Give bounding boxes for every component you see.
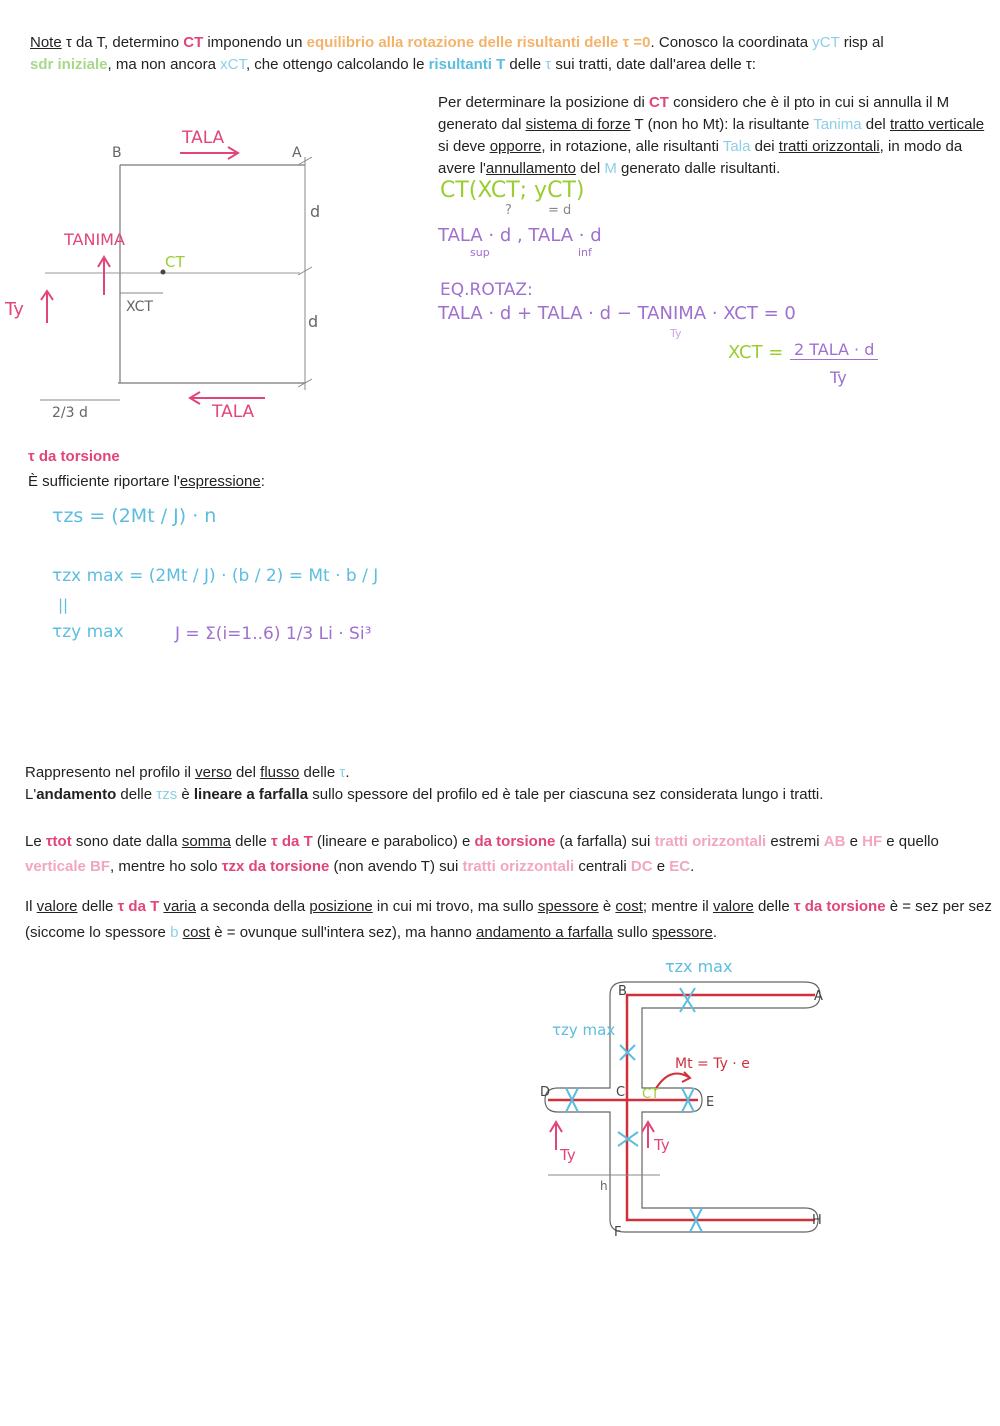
sistema-phrase: sistema di forze xyxy=(525,116,631,133)
ct-label: CT xyxy=(183,34,204,51)
text: , in rotazione, alle risultanti xyxy=(541,138,723,155)
m-label: M xyxy=(604,160,617,177)
xct-numerator: 2 TALA · d xyxy=(790,340,878,360)
text: , in modo da avere l' xyxy=(438,138,963,177)
formula-tzs: τzs = (2Mt / J) · n xyxy=(52,505,217,527)
somma-word: somma xyxy=(181,833,231,850)
known-d: = d xyxy=(548,203,572,218)
spessore-word: spessore xyxy=(537,898,599,915)
text: del xyxy=(861,116,890,133)
point-a: A xyxy=(814,989,823,1004)
valore-word: valore xyxy=(712,898,754,915)
frac-label: 2/3 d xyxy=(52,405,88,421)
andamento-word: andamento xyxy=(36,786,117,803)
verso-word: verso xyxy=(195,764,232,781)
text: , ma non ancora xyxy=(107,56,221,73)
point-a-label: A xyxy=(292,145,302,161)
tala-pair: TALA · d , TALA · d xyxy=(438,225,602,246)
formula-tzx: τzx max = (2Mt / J) · (b / 2) = Mt · b / J xyxy=(52,566,379,586)
text: . xyxy=(712,924,718,941)
text: τ da T, determino xyxy=(61,34,184,51)
valore-word: valore xyxy=(36,898,78,915)
inf-label: inf xyxy=(578,246,592,259)
ty-label-2: Ty xyxy=(654,1136,670,1154)
text: del xyxy=(231,764,261,781)
ty-note: Ty xyxy=(670,327,682,340)
ty-label-1: Ty xyxy=(560,1146,576,1164)
text: Il xyxy=(25,898,37,915)
tau-da-torsione: τ da torsione xyxy=(793,898,886,915)
word-note: Note xyxy=(30,34,62,51)
tau-symbol: τ xyxy=(339,764,346,781)
point-f: F xyxy=(614,1225,622,1240)
orizz-central-phrase: tratti orizzontali xyxy=(462,858,575,875)
point-b: B xyxy=(618,984,627,999)
ct-label: CT xyxy=(165,253,185,271)
expression-word: espressione xyxy=(179,473,261,490)
text: delle xyxy=(505,56,546,73)
xct-denominator: Ty xyxy=(830,368,847,387)
e-profile-sketch xyxy=(530,950,850,1250)
point-c: C xyxy=(616,1085,626,1100)
text: e xyxy=(845,833,863,850)
text: è = sez per sez (siccome lo spessore xyxy=(25,898,992,941)
text: e quello xyxy=(882,833,939,850)
flux-paragraph xyxy=(25,762,995,806)
h-label: h xyxy=(600,1179,608,1193)
text: (a farfalla) sui xyxy=(555,833,655,850)
xct-result: XCT = xyxy=(728,342,784,363)
tala-top-label: TALA xyxy=(182,128,225,148)
tzxmax-label: τzx max xyxy=(665,957,733,976)
unknown-mark: ? xyxy=(505,203,512,218)
eq-rotaz-title: EQ.ROTAZ: xyxy=(440,280,533,300)
text: ; mentre il xyxy=(642,898,713,915)
tau-da-t: τ da T xyxy=(271,833,313,850)
text: , mentre ho solo xyxy=(110,858,222,875)
equilibrium-phrase: equilibrio alla rotazione delle risultanti delle τ =0 xyxy=(306,34,651,51)
xct-label: XCT xyxy=(126,299,153,315)
text: e xyxy=(652,858,670,875)
text: a seconda della xyxy=(195,898,310,915)
torsion-intro xyxy=(28,473,265,490)
sdr-phrase: sdr iniziale xyxy=(30,56,108,73)
tzs-symbol: τzs xyxy=(156,786,178,803)
c-section-sketch xyxy=(0,115,420,435)
text: sullo xyxy=(612,924,652,941)
text: (lineare e parabolico) e xyxy=(312,833,475,850)
text: delle xyxy=(77,898,118,915)
cost-word: cost xyxy=(615,898,643,915)
text: delle xyxy=(299,764,340,781)
tanima-label: Tanima xyxy=(813,116,862,133)
vert-phrase: verticale BF xyxy=(25,858,111,875)
text: del xyxy=(575,160,605,177)
sup-label: sup xyxy=(470,246,490,259)
text: considero che è il pto in cui si annulla il M generato dal xyxy=(438,94,950,133)
ct-paragraph xyxy=(438,92,993,180)
ttot-paragraph xyxy=(25,829,995,879)
text: risp al xyxy=(839,34,884,51)
intro-paragraph xyxy=(30,32,995,76)
profile-midline xyxy=(627,995,815,1220)
text: centrali xyxy=(574,858,631,875)
text: . Conosco la coordinata xyxy=(650,34,813,51)
risultanti-phrase: risultanti T xyxy=(428,56,506,73)
text: Per determinare la posizione di xyxy=(438,94,649,111)
eq-rotaz-line: TALA · d + TALA · d − TANIMA · XCT = 0 xyxy=(438,303,796,324)
text: è xyxy=(598,898,616,915)
tzymax-label: τzy max xyxy=(552,1021,616,1039)
text: Rappresento nel profilo il xyxy=(25,764,196,781)
mt-label: Mt = Ty · e xyxy=(675,1056,750,1072)
ct-coordinate: CT(XCT; yCT) xyxy=(440,178,585,203)
point-d: D xyxy=(540,1085,551,1100)
text: delle xyxy=(116,786,157,803)
formula-j: J = Σ(i=1..6) 1/3 Li · Si³ xyxy=(175,624,372,644)
annullamento-word: annullamento xyxy=(485,160,576,177)
text: sono date dalla xyxy=(71,833,182,850)
varia-word: varia xyxy=(163,898,196,915)
xct-label: xCT xyxy=(220,56,246,73)
tanima-label: TANIMA xyxy=(64,230,125,249)
posizione-word: posizione xyxy=(309,898,373,915)
cost-word: cost xyxy=(182,924,211,941)
torsion-title: τ da torsione xyxy=(28,448,120,465)
opporre-word: opporre xyxy=(489,138,542,155)
ec-label: EC xyxy=(669,858,691,875)
ct-label: CT xyxy=(642,1087,660,1102)
text: generato dalle risultanti. xyxy=(616,160,781,177)
ct-label: CT xyxy=(648,94,669,111)
orizz-phrase: tratti orizzontali xyxy=(654,833,767,850)
tzx-phrase: τzx da torsione xyxy=(221,858,330,875)
tratto-phrase: tratto verticale xyxy=(889,116,985,133)
text: . xyxy=(345,764,350,781)
text: in cui mi trovo, ma sullo xyxy=(372,898,538,915)
tala-label: Tala xyxy=(722,138,751,155)
value-paragraph xyxy=(25,894,995,946)
text: è = ovunque sull'intera sez), ma hanno xyxy=(210,924,477,941)
text: sui tratti, date dall'area delle τ: xyxy=(551,56,756,73)
flusso-word: flusso xyxy=(260,764,300,781)
spessore-word: spessore xyxy=(652,924,713,941)
text: dei xyxy=(750,138,779,155)
da-torsione: da torsione xyxy=(474,833,556,850)
tala-bottom-label: TALA xyxy=(212,402,255,422)
yct-label: yCT xyxy=(812,34,840,51)
formula-tzy: τzy max xyxy=(52,622,124,642)
text: , che ottengo calcolando le xyxy=(245,56,429,73)
dim-d-top: d xyxy=(310,202,321,221)
text: delle xyxy=(753,898,794,915)
text: (non avendo T) sui xyxy=(329,858,463,875)
text: L' xyxy=(25,786,37,803)
tau-da-t: τ da T xyxy=(117,898,160,915)
text: Le xyxy=(25,833,46,850)
text: : xyxy=(260,473,265,490)
dc-label: DC xyxy=(630,858,653,875)
ty-label: Ty xyxy=(5,299,24,320)
lineare-phrase: lineare a farfalla xyxy=(193,786,309,803)
b-symbol: b xyxy=(170,924,179,941)
text: È sufficiente riportare l' xyxy=(28,473,180,490)
equal-bars: || xyxy=(58,596,69,614)
orizz-phrase: tratti orizzontali xyxy=(778,138,880,155)
point-b-label: B xyxy=(112,145,122,161)
hf-label: HF xyxy=(862,833,883,850)
text: T (non ho Mt): la risultante xyxy=(630,116,814,133)
tau-symbol: τ xyxy=(545,56,552,73)
dim-d-bottom: d xyxy=(308,312,319,331)
text: delle xyxy=(231,833,272,850)
text: . xyxy=(690,858,695,875)
point-h: H xyxy=(812,1213,822,1228)
ab-label: AB xyxy=(823,833,846,850)
profile-outline xyxy=(545,982,820,1232)
andamento-phrase: andamento a farfalla xyxy=(476,924,613,941)
text: estremi xyxy=(766,833,824,850)
ttot-symbol: τtot xyxy=(45,833,72,850)
text: sullo spessore del profilo ed è tale per ciascuna sez considerata lungo i tratti. xyxy=(308,786,824,803)
text: si deve xyxy=(438,138,490,155)
text: imponendo un xyxy=(203,34,307,51)
point-e: E xyxy=(706,1095,715,1110)
text: è xyxy=(177,786,194,803)
